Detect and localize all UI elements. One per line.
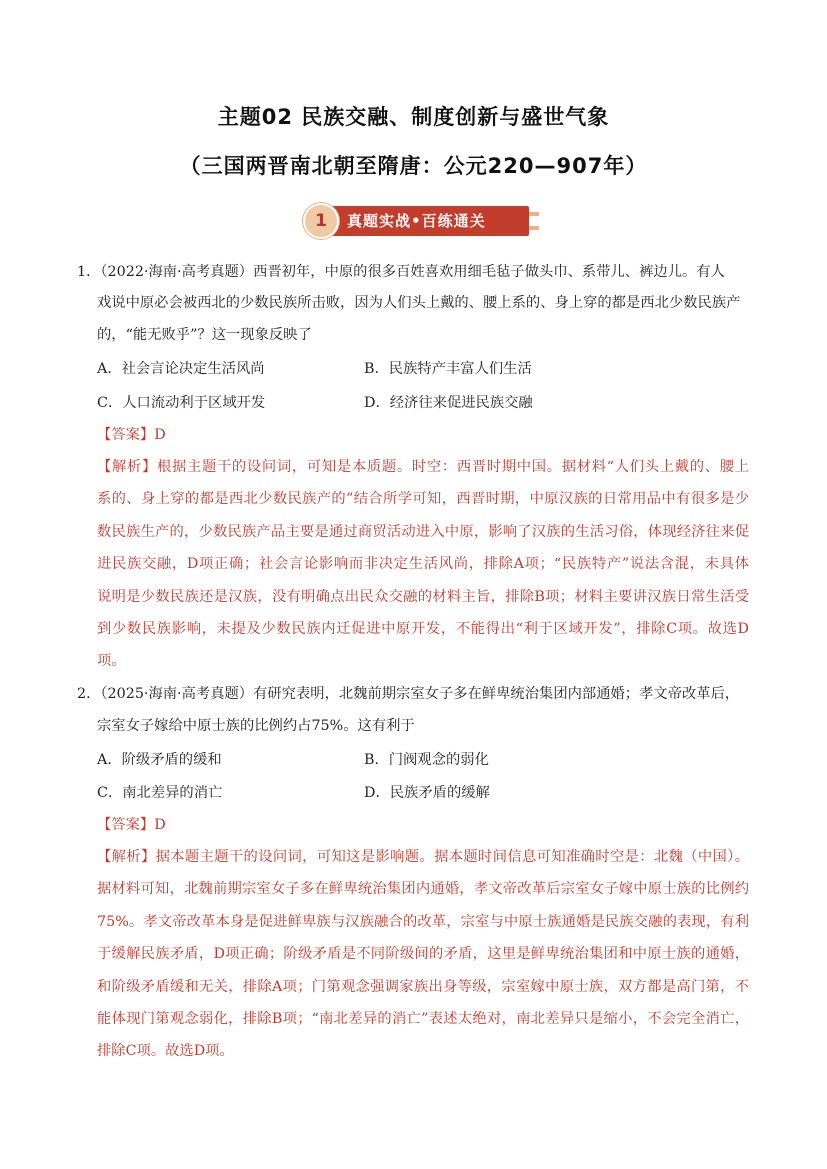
answer-value: D (154, 817, 166, 833)
section-banner (303, 203, 539, 239)
question-2-analysis: 【解析】据本题主题干的设问词，可知这是影响题。据本题时间信息可知准确时空是：北魏（中国）。 (97, 849, 749, 865)
question-1-stem: 戏说中原必会被西北的少数民族所击败，因为人们头上戴的、腰上系的、身上穿的都是西北少数民族产 (97, 295, 741, 311)
question-2-analysis: 能体现门第观念弱化，排除B项；“南北差异的消亡”表述太绝对，南北差异只是缩小，不会完全消亡， (97, 1011, 749, 1027)
question-1-option-c: C．人口流动利于区域开发 (97, 395, 266, 411)
question-2-option-c: C．南北差异的消亡 (97, 785, 223, 801)
question-2-answer (97, 814, 166, 836)
question-1-analysis: 说明是少数民族还是汉族，没有明确点出民众交融的材料主旨，排除B项；材料主要讲汉族日常生活受 (97, 589, 749, 605)
answer-value: D (154, 427, 166, 443)
question-2-analysis: 和阶级矛盾缓和无关，排除A项；门第观念强调家族出身等级，宗室嫁中原士族，双方都是高门第，不 (97, 979, 749, 995)
question-2-analysis: 75%。孝文帝改革本身是促进鲜卑族与汉族融合的改革，宗室与中原士族通婚是民族交融的表现，有利 (97, 914, 749, 930)
banner-tab (529, 212, 539, 216)
question-2-stem: 2．（2025·海南·高考真题）有研究表明，北魏前期宗室女子多在鲜卑统治集团内部通婚；孝文帝改革后， (77, 686, 740, 702)
question-2-option-b: B．门阀观念的弱化 (364, 752, 489, 768)
question-1-option-b: B．民族特产丰富人们生活 (364, 361, 532, 377)
page-title-line-1: 主题02 民族交融、制度创新与盛世气象 (217, 105, 610, 129)
question-2-option-d: D．民族矛盾的缓解 (364, 785, 490, 801)
question-1-analysis: 系的、身上穿的都是西北少数民族产的”结合所学可知，西晋时期，中原汉族的日常用品中有很多是少 (97, 491, 749, 507)
answer-label: 【答案】 (97, 817, 155, 833)
banner-number-badge: 1 (303, 203, 339, 239)
question-1-stem: 1．（2022·海南·高考真题）西晋初年，中原的很多百姓喜欢用细毛毡子做头巾、系带儿、裤边儿。有人 (77, 264, 725, 280)
question-1-analysis: 项。 (97, 653, 126, 669)
question-1-analysis: 到少数民族影响，未提及少数民族内迁促进中原开发，不能得出“利于区域开发”，排除C项。故选D (97, 621, 749, 637)
question-1-answer (97, 424, 166, 446)
question-2-analysis: 于缓解民族矛盾，D项正确；阶级矛盾是不同阶级间的矛盾，这里是鲜卑统治集团和中原士族的通婚， (97, 946, 749, 962)
question-1-stem: 的，“能无败乎”？这一现象反映了 (97, 327, 312, 343)
page-title-line-2: （三国两晋南北朝至隋唐：公元220—907年） (179, 154, 648, 178)
question-1-analysis: 数民族生产的，少数民族产品主要是通过商贸活动进入中原，影响了汉族的生活习俗，体现经济往来促 (97, 524, 749, 540)
banner-tab (529, 226, 539, 230)
banner-label: 真题实战•百练通关 (347, 212, 486, 230)
question-2-analysis: 据材料可知，北魏前期宗室女子多在鲜卑统治集团内通婚，孝文帝改革后宗室女子嫁中原士族的比例约 (97, 881, 749, 897)
question-1-option-a: A．社会言论决定生活风尚 (97, 361, 265, 377)
answer-label: 【答案】 (97, 427, 155, 443)
question-1-analysis: 【解析】根据主题干的设问词，可知是本质题。时空：西晋时期中国。据材料“人们头上戴的、腰上 (97, 459, 749, 475)
question-2-option-a: A．阶级矛盾的缓和 (97, 752, 222, 768)
question-1-option-d: D．经济往来促进民族交融 (364, 395, 533, 411)
question-2-stem: 宗室女子嫁给中原士族的比例约占75%。这有利于 (97, 718, 415, 734)
question-2-analysis: 排除C项。故选D项。 (97, 1043, 234, 1059)
question-1-analysis: 进民族交融，D项正确；社会言论影响而非决定生活风尚，排除A项；“民族特产”说法含混，未具体 (97, 556, 749, 572)
